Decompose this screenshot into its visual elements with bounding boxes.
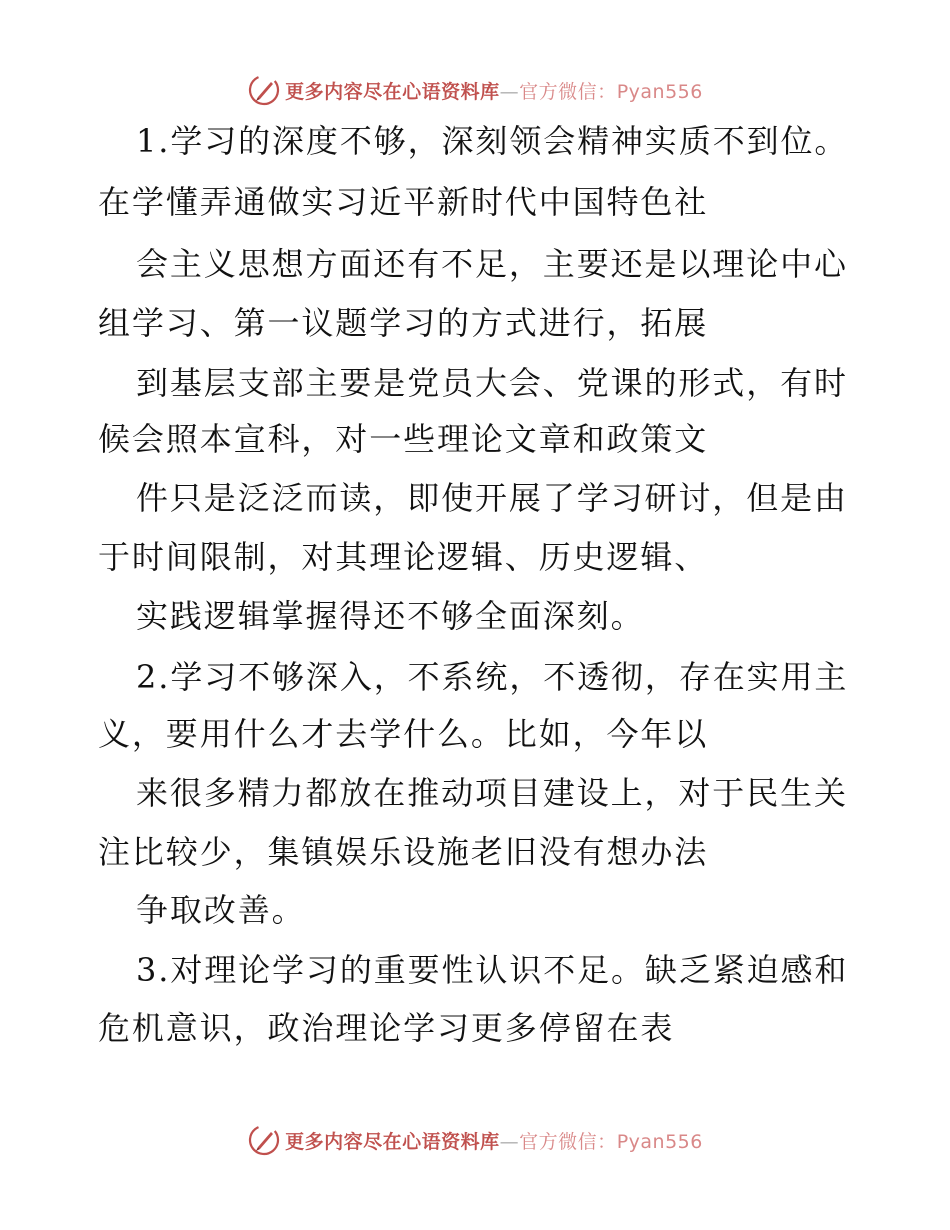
body-line: 2.学习不够深入，不系统，不透彻，存在实用主 xyxy=(136,658,849,696)
footer-watermark xyxy=(0,1122,950,1158)
body-line: 到基层支部主要是党员大会、党课的形式，有时 xyxy=(136,364,848,402)
body-line: 注比较少，集镇娱乐设施老旧没有想办法 xyxy=(98,833,709,871)
body-line: 组学习、第一议题学习的方式进行，拓展 xyxy=(98,304,709,342)
body-line: 争取改善。 xyxy=(136,891,306,929)
body-line: 实践逻辑掌握得还不够全面深刻。 xyxy=(136,597,645,635)
body-line: 义，要用什么才去学什么。比如，今年以 xyxy=(98,715,709,753)
watermark-text xyxy=(285,77,703,104)
watermark-wechat-id: Pyan556 xyxy=(616,80,703,103)
watermark-wechat-label: 官方微信： xyxy=(519,1130,617,1153)
watermark-brand: 更多内容尽在心语资料库 xyxy=(285,1130,500,1153)
body-line: 危机意识，政治理论学习更多停留在表 xyxy=(98,1009,675,1047)
body-line: 件只是泛泛而读，即使开展了学习研讨，但是由 xyxy=(136,479,848,517)
watermark-wechat-label: 官方微信： xyxy=(519,80,617,103)
watermark-wechat-id: Pyan556 xyxy=(616,1130,703,1153)
watermark-dash: — xyxy=(499,80,520,103)
watermark-text xyxy=(285,1127,703,1154)
body-line: 会主义思想方面还有不足，主要还是以理论中心 xyxy=(136,245,848,283)
body-line: 3.对理论学习的重要性认识不足。缺乏紧迫感和 xyxy=(136,951,849,989)
watermark-dash: — xyxy=(499,1130,520,1153)
watermark-brand: 更多内容尽在心语资料库 xyxy=(285,80,500,103)
body-line: 1.学习的深度不够，深刻领会精神实质不到位。 xyxy=(136,122,849,160)
header-watermark xyxy=(0,72,950,108)
quill-pen-logo-icon xyxy=(247,73,281,107)
body-line: 候会照本宣科，对一些理论文章和政策文 xyxy=(98,420,709,458)
body-line: 于时间限制，对其理论逻辑、历史逻辑、 xyxy=(98,538,709,576)
quill-pen-logo-icon xyxy=(247,1123,281,1157)
body-line: 来很多精力都放在推动项目建设上，对于民生关 xyxy=(136,774,848,812)
body-line: 在学懂弄通做实习近平新时代中国特色社 xyxy=(98,183,709,221)
